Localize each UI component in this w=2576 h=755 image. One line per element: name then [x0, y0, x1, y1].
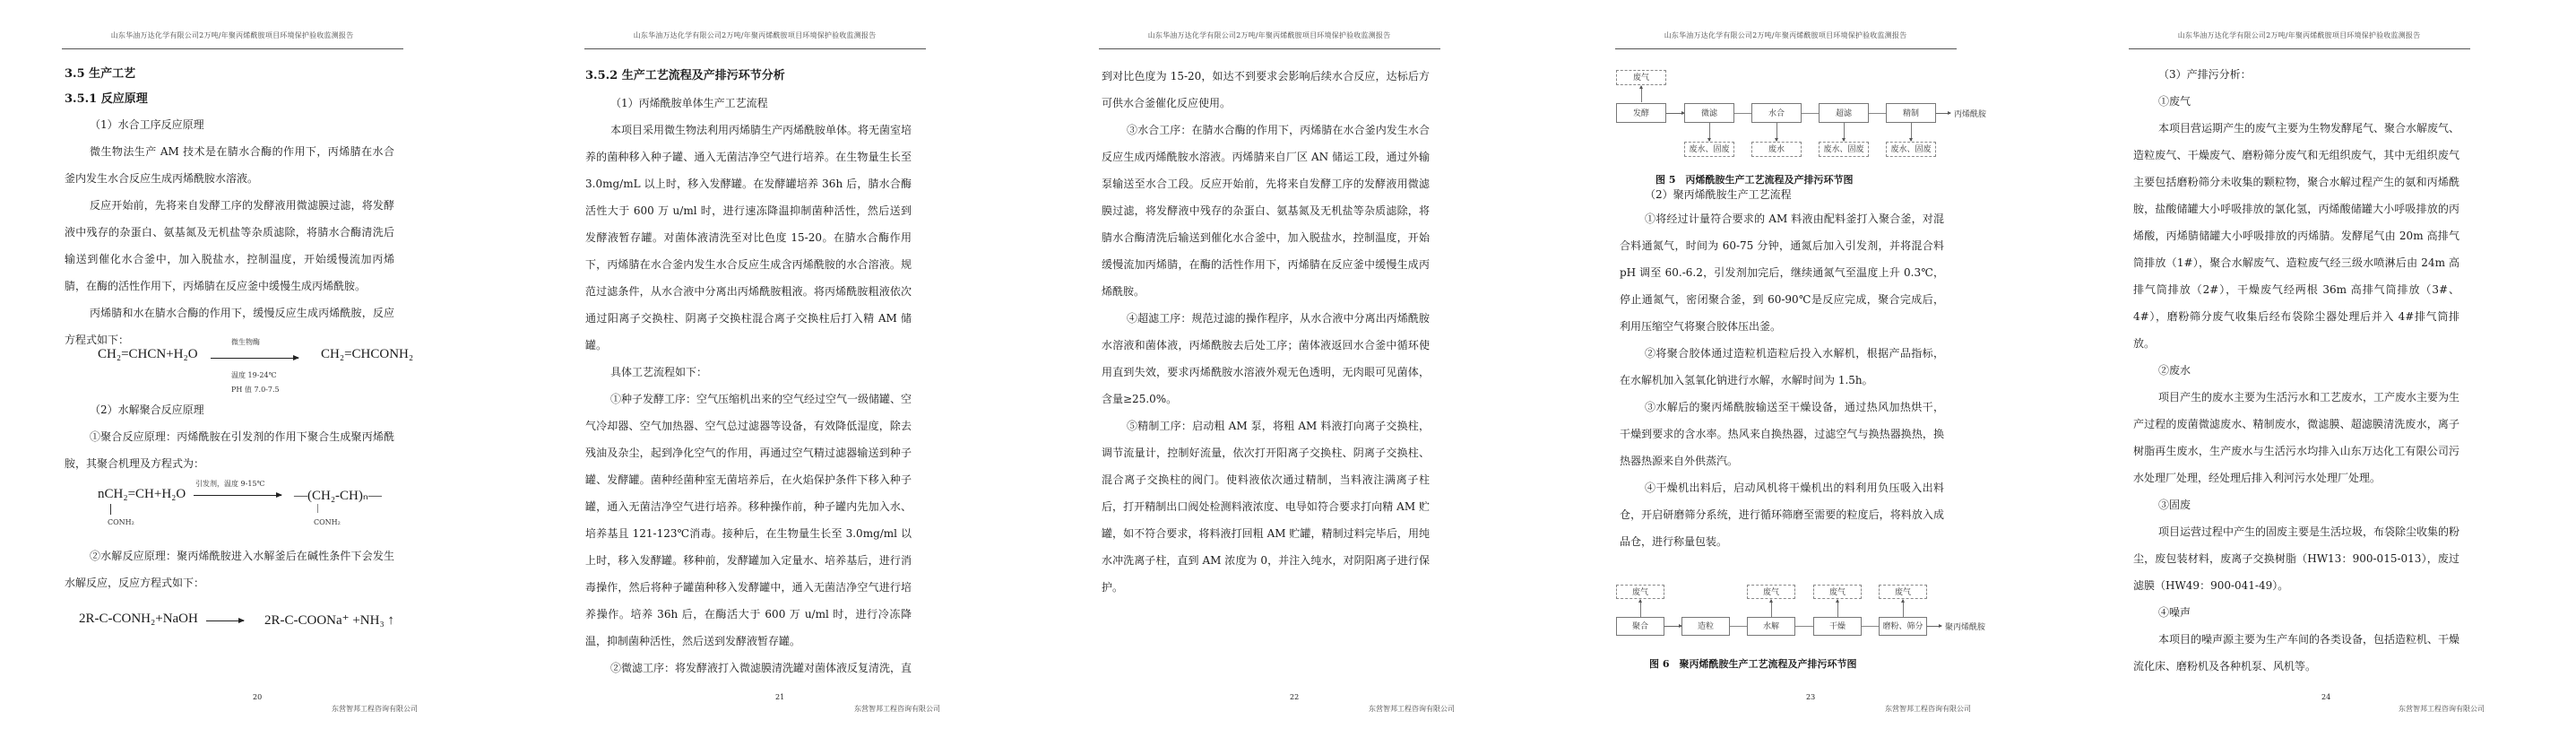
document-page-23: [1553, 0, 2068, 755]
arrow-down-icon: [1709, 123, 1710, 141]
equation-condition-temp: 温度 19-24℃: [231, 371, 277, 379]
footer-company: 东营智邦工程咨询有限公司: [2399, 705, 2485, 713]
equation-right: 2R-C-COONa⁺ +NH₃ ↑: [264, 613, 394, 628]
arrow-up-icon: [1771, 600, 1772, 617]
arrow-right-icon: [1666, 113, 1684, 114]
page-header-title: 山东华油万达化学有限公司2万吨/年聚丙烯酰胺项目环境保护验收监测报告: [110, 31, 354, 39]
process-step: 超滤: [1819, 103, 1869, 123]
page-body: [65, 61, 394, 353]
arrow-right-icon: [1664, 626, 1681, 627]
paragraph: ①种子发酵工序：空气压缩机出来的空气经过空气一级储罐、空气冷却器、空气加热器、空气总过滤器等设备，有效降低湿度，除去残油及杂尘，起到净化空气的作用，再通过空气精过滤器输送到种子罐、发酵罐。菌种经菌种室无菌培养后，在火焰保护条件下移入种子罐，通入无菌洁净空气进行培养。移种操作前，种子罐内先加入水、培养基且 121-123℃消毒。接种后，在生物量生长至 3.0mg/ml 以上时，移入发酵罐。移种前，发酵罐加入定量水、培养基后，进行消毒操作，然后将种子罐菌种移入发酵罐中，通入无菌洁净空气进行培养操作。培养 36h 后，在酶活大于 600 万 u/ml 时，进行冷冻降温，抑制菌种活性，然后送到发酵液暂存罐。: [585, 393, 912, 647]
paragraph: 本项目营运期产生的废气主要为生物发酵尾气、聚合水解废气、造粒废气、干燥废气、磨粉筛分废气和无组织废气，其中无组织废气主要包括磨粉筛分未收集的颗粒物，聚合水解过程产生的氨和丙烯酰胺，盐酸储罐大小呼吸排放的氯化氢，丙烯酸储罐大小呼吸排放的丙烯酸，丙烯腈储罐大小呼吸排放的丙烯腈。发酵尾气由 20m 高排气筒排放（1#），聚合水解废气、造粒废气经三级水喷淋后由 24m 高排气筒排放（2#），干燥废气经两根 36m 高排气筒排放（3#、4#），磨粉筛分废气收集后经布袋除尘器处理后并入 4#排气筒排放。: [2133, 122, 2460, 350]
emission-box: 废气: [1747, 585, 1795, 599]
paragraph: 丙烯腈和水在腈水合酶的作用下，缓慢反应生成丙烯酰胺，反应方程式如下：: [65, 307, 394, 346]
connector-line: [1730, 626, 1747, 627]
subheading: （1）丙烯酰胺单体生产工艺流程: [610, 97, 768, 109]
subheading-wastewater: ②废水: [2158, 364, 2191, 377]
figure-caption: 图 5 丙烯酰胺生产工艺流程及产排污环节图: [1655, 174, 1854, 186]
process-step: 干燥: [1813, 617, 1862, 636]
equation-left: CH₂=CHCN+H₂O: [98, 347, 198, 361]
emission-box: 废气: [1616, 585, 1664, 599]
footer-company: 东营智邦工程咨询有限公司: [1369, 705, 1455, 713]
document-page-20: [0, 0, 514, 755]
paragraph: 反应开始前，先将来自发酵工序的发酵液用微滤膜过滤，将发酵液中残存的杂蛋白、氨基氮及无机盐等杂质滤除，将腈水合酶清洗后输送到催化水合釜中，加入脱盐水，控制温度，开始缓慢流加丙烯腈，在酶的活性作用下，丙烯腈在反应釜中缓慢生成丙烯酰胺。: [65, 199, 394, 292]
process-step: 微滤: [1684, 103, 1734, 123]
equation-substituent-left: CONH₂: [108, 518, 134, 526]
bond-line: [317, 504, 318, 513]
connector-line: [1869, 113, 1886, 114]
page-body-3: [65, 542, 394, 596]
paragraph: 项目产生的废水主要为生活污水和工艺废水，工产废水主要为生产过程的废菌微滤废水、精制废水，微滤膜、超滤膜清洗废水，离子树脂再生废水，生产废水与生活污水均排入山东万达化工有限公司污水处理厂处理，经处理后排入利河污水处理厂处理。: [2133, 391, 2460, 484]
arrow-up-icon: [1640, 600, 1641, 617]
equation-left: nCH₂=CH+H₂O: [98, 487, 186, 501]
connector-line: [1734, 113, 1751, 114]
header-rule: [1099, 48, 1440, 49]
product-label: 丙烯酰胺: [1954, 110, 1987, 119]
paragraph: 到对比色度为 15-20，如达不到要求会影响后续水合反应，达标后方可供水合釜催化反应使用。: [1102, 70, 1430, 109]
arrow-up-icon: [1837, 600, 1838, 617]
page-header-title: 山东华油万达化学有限公司2万吨/年聚丙烯酰胺项目环境保护验收监测报告: [2177, 31, 2421, 39]
paragraph: ④干燥机出料后，启动风机将干燥机出的料利用负压吸入出料仓，开启研磨筛分系统，进行循环筛磨至需要的粒度后，将料放入成品仓，进行称量包装。: [1620, 482, 1944, 548]
emission-box: 废水、固废: [1819, 142, 1869, 157]
footer-company: 东营智邦工程咨询有限公司: [1885, 705, 1971, 713]
subheading-solid-waste: ③固废: [2158, 499, 2191, 511]
equation-right: —(CH₂-CH)ₙ—: [294, 489, 382, 503]
paragraph: 本项目采用微生物法利用丙烯腈生产丙烯酰胺单体。将无菌室培养的菌种移入种子罐、通入无菌洁净空气进行培养。在生物量生长至3.0mg/mL 以上时，移入发酵罐。在发酵罐培养 36h 后，腈水合酶活性大于 600 万 u/ml 时，进行速冻降温抑制菌种活性，然后送到发酵液暂存罐。对菌体液清洗至对比色度 15-20。在腈水合酶作用下，丙烯腈在水合釜内发生水合反应生成含丙烯酰胺的水合溶液。规范过滤条件，从水合液中分离出丙烯酰胺粗液。将丙烯酰胺粗液依次通过阳离子交换柱、阴离子交换柱混合离子交换柱后打入精 AM 储罐。: [585, 124, 912, 351]
page-header-title: 山东华油万达化学有限公司2万吨/年聚丙烯酰胺项目环境保护验收监测报告: [633, 31, 877, 39]
emission-box: 废水: [1751, 142, 1802, 157]
subheading: （2）水解聚合反应原理: [90, 404, 204, 416]
page-number: 21: [775, 693, 785, 701]
document-page-24: [2067, 0, 2576, 755]
page-number: 23: [1806, 693, 1816, 701]
bond-line: [110, 504, 111, 515]
equation-left: 2R-C-CONH₂+NaOH: [79, 612, 198, 626]
connector-line: [1795, 626, 1813, 627]
footer-company: 东营智邦工程咨询有限公司: [332, 705, 418, 713]
paragraph: ①将经过计量符合要求的 AM 料液由配料釜打入聚合釜，对混合料通氮气，时间为 60-75 分钟，通氮后加入引发剂，并将混合料 pH 调至 60.-6.2，引发剂加完后，继续通氮气至温度上升 0.3℃，停止通氮气，密闭聚合釜，到 60-90℃是反应完成，聚合完成后，利用压缩空气将聚合胶体压出釜。: [1620, 213, 1944, 333]
footer-company: 东营智邦工程咨询有限公司: [854, 705, 940, 713]
page-number: 22: [1290, 693, 1300, 701]
equation-condition-above: 引发剂，温度 9-15℃: [195, 480, 265, 488]
emission-box: 废气: [1616, 70, 1666, 85]
reaction-arrow-icon: [206, 620, 244, 621]
arrow-up-icon: [1903, 600, 1904, 617]
page-header-title: 山东华油万达化学有限公司2万吨/年聚丙烯酰胺项目环境保护验收监测报告: [1147, 31, 1391, 39]
page-body: [1620, 184, 1944, 555]
process-step: 水合: [1751, 103, 1802, 123]
product-label: 聚丙烯酰胺: [1945, 623, 1986, 632]
paragraph: ①聚合反应原理：丙烯酰胺在引发剂的作用下聚合生成聚丙烯酰胺，其聚合机理及方程式为：: [65, 430, 394, 470]
document-page-22: [1037, 0, 1552, 755]
reaction-arrow-icon: [211, 358, 298, 359]
arrow-down-icon: [1776, 123, 1777, 141]
emission-box: 废气: [1813, 585, 1862, 599]
page-body: [2133, 61, 2459, 680]
page-body: [1102, 63, 1430, 601]
section-heading: 3.5 生产工艺: [65, 67, 136, 81]
header-rule: [2129, 48, 2470, 49]
page-body: [585, 63, 912, 681]
subheading: （2）聚丙烯酰胺生产工艺流程: [1645, 188, 1792, 201]
connector-line: [1862, 626, 1879, 627]
reaction-arrow-icon: [194, 495, 281, 496]
arrow-right-icon: [1927, 626, 1941, 627]
equation-substituent-right: CONH₂: [314, 518, 341, 526]
arrow-up-icon: [1641, 86, 1642, 102]
connector-line: [1802, 113, 1819, 114]
paragraph: ②微滤工序：将发酵液打入微滤膜清洗罐对菌体液反复清洗，直: [610, 662, 912, 674]
process-step: 精制: [1886, 103, 1936, 123]
equation-condition-ph: PH 值 7.0-7.5: [231, 386, 280, 394]
arrow-down-icon: [1844, 123, 1845, 141]
paragraph: 本项目的噪声源主要为生产车间的各类设备，包括造粒机、干燥流化床、磨粉机及各种机泵、风机等。: [2133, 633, 2460, 673]
subsection-heading: 3.5.2 生产工艺流程及产排污环节分析: [585, 69, 785, 82]
header-rule: [584, 48, 926, 49]
process-step: 造粒: [1681, 617, 1730, 636]
page-body-2: [65, 396, 394, 477]
paragraph: ③水合工序：在腈水合酶的作用下，丙烯腈在水合釜内发生水合反应生成丙烯酰胺水溶液。丙烯腈来自厂区 AN 储运工段，通过外输泵输送至水合工段。反应开始前，先将来自发酵工序的发酵液用微滤膜过滤，将发酵液中残存的杂蛋白、氨基氮及无机盐等杂质滤除，将腈水合酶清洗后输送到催化水合釜中，加入脱盐水，控制温度，开始缓慢流加丙烯腈，在酶的活性作用下，丙烯腈在反应釜中缓慢生成丙烯酰胺。: [1102, 124, 1430, 298]
paragraph: ②水解反应原理：聚丙烯酰胺进入水解釜后在碱性条件下会发生水解反应，反应方程式如下：: [65, 550, 394, 589]
figure-caption: 图 6 聚丙烯酰胺生产工艺流程及产排污环节图: [1649, 658, 1857, 670]
process-step: 磨粉、筛分: [1879, 617, 1927, 636]
paragraph: 项目运营过程中产生的固废主要是生活垃圾，布袋除尘收集的粉尘，废包装材料，废离子交换树脂（HW13：900-015-013），废过滤膜（HW49：900-041-49）。: [2133, 525, 2460, 592]
subheading: （1）水合工序反应原理: [90, 118, 204, 131]
page-number: 20: [253, 693, 263, 701]
paragraph: ④超滤工序：规范过滤的操作程序，从水合液中分离出丙烯酰胺水溶液和菌体液，丙烯酰胺去后处工序；菌体液返回水合釜中循环使用直到失效，要求丙烯酰胺水溶液外观无色透明，无肉眼可见菌体，含量≥25.0%。: [1102, 312, 1430, 405]
emission-box: 废水、固废: [1684, 142, 1734, 157]
process-step: 发酵: [1616, 103, 1666, 123]
page-header-title: 山东华油万达化学有限公司2万吨/年聚丙烯酰胺项目环境保护验收监测报告: [1664, 31, 1907, 39]
header-rule: [1615, 48, 1957, 49]
process-step: 水解: [1747, 617, 1795, 636]
subheading-noise: ④噪声: [2158, 606, 2191, 619]
equation-condition-above: 微生物酶: [231, 338, 260, 346]
paragraph: 微生物法生产 AM 技术是在腈水合酶的作用下，丙烯腈在水合釜内发生水合反应生成丙烯酰胺水溶液。: [65, 145, 394, 185]
emission-box: 废气: [1879, 585, 1927, 599]
paragraph: ③水解后的聚丙烯酰胺输送至干燥设备，通过热风加热烘干，干燥到要求的含水率。热风来自换热器，过滤空气与换热器换热，换热器热源来自外供蒸汽。: [1620, 401, 1944, 467]
subheading-exhaust: ①废气: [2158, 95, 2191, 108]
subsection-heading: 3.5.1 反应原理: [65, 92, 148, 106]
emission-box: 废水、固废: [1886, 142, 1936, 157]
subheading: （3）产排污分析：: [2158, 68, 2252, 81]
paragraph: ⑤精制工序：启动粗 AM 泵，将粗 AM 料液打向离子交换柱，调节流量计，控制好流量，依次打开阳离子交换柱、阴离子交换柱、混合离子交换柱的阀门。使料液依次通过精制，当料液注满离子柱后，打开精制出口阀处检测料液浓度、电导如符合要求打向精 AM 贮罐，如不符合要求，将料液打回粗 AM 贮罐，精制过料完毕后，用纯水冲洗离子柱，直到 AM 浓度为 0，并注入纯水，对阴阳离子进行保护。: [1102, 420, 1430, 594]
paragraph: 具体工艺流程如下：: [610, 366, 708, 378]
equation-right: CH₂=CHCONH₂: [321, 347, 414, 361]
arrow-right-icon: [1936, 113, 1950, 114]
header-rule: [62, 48, 403, 49]
process-step: 聚合: [1616, 617, 1664, 636]
document-page-21: [523, 0, 1037, 755]
paragraph: ②将聚合胶体通过造粒机造粒后投入水解机，根据产品指标，在水解机加入氢氧化钠进行水解，水解时间为 1.5h。: [1620, 347, 1944, 386]
arrow-down-icon: [1911, 123, 1912, 141]
page-number: 24: [2321, 693, 2331, 701]
